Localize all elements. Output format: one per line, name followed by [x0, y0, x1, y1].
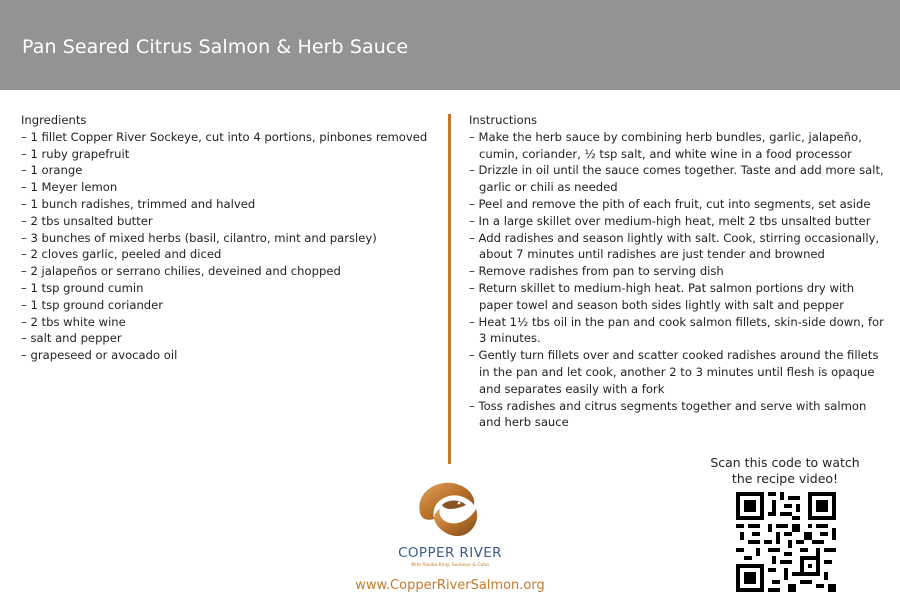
- instruction-step: – Return skillet to medium-high heat. Pat salmon portions dry with paper towel and season both sides lightly with salt and pepper: [469, 280, 855, 312]
- column-divider: [448, 114, 451, 464]
- ingredient-item: – 3 bunches of mixed herbs (basil, cilantro, mint and parsley): [21, 230, 377, 245]
- qr-caption-line1: Scan this code to watch: [710, 455, 860, 470]
- instructions-heading: Instructions: [469, 113, 538, 127]
- ingredient-item: – 1 Meyer lemon: [21, 180, 118, 195]
- ingredient-item: – salt and pepper: [21, 331, 122, 346]
- qr-caption-line2: the recipe video!: [731, 470, 839, 486]
- ingredient-item: – 2 cloves garlic, peeled and diced: [21, 247, 222, 262]
- website-link[interactable]: www.CopperRiverSalmon.org: [355, 578, 545, 593]
- salmon-logo-icon: [412, 475, 484, 543]
- instruction-step: – Remove radishes from pan to serving dish: [469, 264, 724, 279]
- ingredient-item: – 1 tsp ground cumin: [21, 280, 144, 295]
- ingredient-item: – 1 fillet Copper River Sockeye, cut into 4 portions, pinbones removed: [21, 129, 428, 144]
- ingredient-item: – 1 bunch radishes, trimmed and halved: [21, 196, 256, 211]
- ingredients-list: [21, 129, 428, 364]
- ingredient-item: – 1 tsp ground coriander: [21, 297, 164, 312]
- ingredient-item: – 2 tbs white wine: [21, 314, 126, 329]
- ingredients-heading: Ingredients: [21, 113, 87, 127]
- ingredient-item: – 1 ruby grapefruit: [21, 146, 130, 161]
- instructions-section: [469, 112, 889, 431]
- instructions-list: [469, 129, 889, 431]
- instruction-step: – Make the herb sauce by combining herb bundles, garlic, jalapeño, cumin, coriander, ½ tsp salt, and white wine in a food processor: [469, 129, 862, 161]
- ingredient-item: – 2 jalapeños or serrano chilies, deveined and chopped: [21, 264, 341, 279]
- instruction-step: – Peel and remove the pith of each fruit, cut into segments, set aside: [469, 196, 871, 211]
- ingredient-item: – 2 tbs unsalted butter: [21, 213, 153, 228]
- brand-name: COPPER RIVER: [398, 545, 502, 561]
- instruction-step: – Drizzle in oil until the sauce comes together. Taste and add more salt, garlic or chili as needed: [469, 163, 884, 195]
- ingredient-item: – 1 orange: [21, 163, 83, 178]
- recipe-title: Pan Seared Citrus Salmon & Herb Sauce: [22, 36, 409, 58]
- brand-tagline: Wild Alaska King, Sockeye & Coho: [410, 563, 490, 568]
- instruction-step: – Heat 1½ tbs oil in the pan and cook salmon fillets, skin-side down, for 3 minutes.: [469, 314, 884, 346]
- qr-code-icon[interactable]: [736, 492, 836, 592]
- qr-caption: [695, 455, 875, 486]
- instruction-step: – Toss radishes and citrus segments together and serve with salmon and herb sauce: [469, 398, 867, 430]
- instruction-step: – Gently turn fillets over and scatter cooked radishes around the fillets in the pan and let cook, another 2 to 3 minutes until flesh is opaque and separates easily with a fork: [469, 348, 879, 396]
- ingredient-item: – grapeseed or avocado oil: [21, 348, 178, 363]
- ingredients-section: [21, 112, 428, 364]
- header-bar: [0, 0, 900, 90]
- instruction-step: – In a large skillet over medium-high heat, melt 2 tbs unsalted butter: [469, 213, 871, 228]
- instruction-step: – Add radishes and season lightly with salt. Cook, stirring occasionally, about 7 minutes until radishes are just tender and browned: [469, 230, 880, 262]
